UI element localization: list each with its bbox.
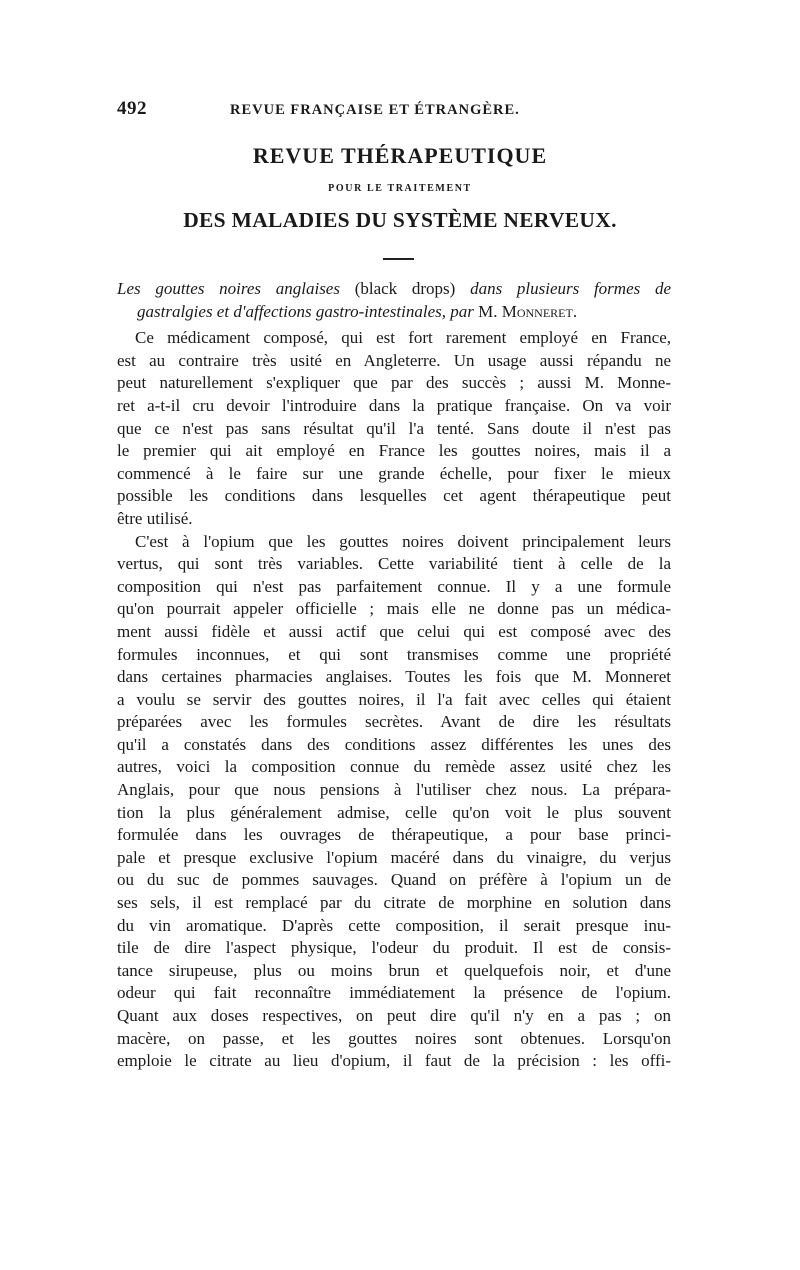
paragraph-1 — [117, 327, 671, 530]
text-line: ou du suc de pommes sauvages. Quand on préfère à l'opium un de — [117, 870, 671, 890]
article-title-italic: gastralgies et d'affections gastro-intestinales, par — [137, 301, 474, 321]
text-line: autres, voici la composition connue du remède assez usité chez les — [117, 757, 671, 777]
text-line: odeur qui fait reconnaître immédiatement la présence de l'opium. — [117, 983, 671, 1003]
text-line: Quant aux doses respectives, on peut dire qu'il n'y en a pas ; on — [117, 1006, 671, 1025]
article-author-prefix: M. — [473, 301, 502, 321]
article-body — [117, 278, 671, 1073]
text-line: formulée dans les ouvrages de thérapeutique, a pour base princi- — [117, 825, 671, 845]
text-line: préparées avec les formules secrètes. Avant de dire les résultats — [117, 712, 671, 732]
text-line: tion la plus généralement admise, celle qu'on voit le plus souvent — [117, 802, 671, 822]
text-line: qu'on pourrait appeler officielle ; mais elle ne donne pas un médica- — [117, 599, 671, 619]
text-line: macère, on passe, et les gouttes noires sont obtenues. Lorsqu'on — [117, 1028, 671, 1048]
section-heading: REVUE THÉRAPEUTIQUE — [252, 143, 548, 168]
page-number: 492 — [117, 98, 147, 119]
text-line: dans certaines pharmacies anglaises. Toutes les fois que M. Monneret — [117, 667, 671, 687]
section-topic-heading: DES MALADIES DU SYSTÈME NERVEUX. — [183, 208, 617, 232]
text-line: qu'il a constatés dans des conditions assez différentes les unes des — [117, 734, 671, 754]
text-line: formules inconnues, et qui sont transmises comme une propriété — [117, 644, 671, 664]
text-line: pale et presque exclusive l'opium macéré dans du vinaigre, du verjus — [117, 847, 671, 867]
article-title-italic: dans plusieurs formes de — [470, 279, 671, 298]
text-line: que ce n'est pas sans résultat qu'il l'a tenté. Sans doute il n'est pas — [117, 418, 671, 438]
article-title-line — [117, 278, 671, 301]
text-line: vertus, qui sont très variables. Cette variabilité tient à celle de la — [117, 554, 671, 574]
text-line: emploie le citrate au lieu d'opium, il faut de la précision : les offi- — [117, 1051, 671, 1071]
text-line: composition qui n'est pas parfaitement connue. Il y a une formule — [117, 576, 671, 596]
running-head — [117, 98, 677, 124]
text-line: C'est à l'opium que les gouttes noires doivent principalement leurs — [135, 531, 671, 551]
text-line: tile de dire l'aspect physique, l'odeur du produit. Il est de consis- — [117, 938, 671, 958]
text-line: Ce médicament composé, qui est fort rarement employé en France, — [135, 328, 671, 348]
paragraph-2 — [117, 531, 671, 1073]
article-author: Monneret. — [501, 301, 578, 321]
text-line: possible les conditions dans lesquelles cet agent thérapeutique peut — [117, 486, 671, 506]
text-line: ret a-t-il cru devoir l'introduire dans la pratique française. On va voir — [117, 395, 671, 415]
text-line: tance sirupeuse, plus ou moins brun et quelquefois noir, et d'une — [117, 960, 671, 980]
text-line: ses sels, il est remplacé par du citrate de morphine en solution dans — [117, 893, 671, 913]
journal-title: REVUE FRANÇAISE ET ÉTRANGÈRE. — [230, 102, 520, 118]
text-line: est au contraire très usité en Angleterre. Un usage aussi répandu ne — [117, 350, 671, 370]
text-line: être utilisé. — [117, 508, 193, 528]
article-title-roman: (black drops) — [339, 279, 471, 298]
section-subheading: POUR LE TRAITEMENT — [328, 183, 472, 194]
text-line: commencé à le faire sur une grande échelle, pour fixer le mieux — [117, 463, 671, 483]
article-title-italic: Les gouttes noires anglaises — [117, 279, 340, 298]
article-title-line — [117, 301, 671, 324]
text-line: le premier qui ait employé en France les gouttes noires, mais il a — [117, 441, 671, 461]
text-line: Anglais, pour que nous pensions à l'utiliser chez nous. La prépara- — [117, 780, 671, 800]
text-line: peut naturellement s'expliquer que par des succès ; aussi M. Monne- — [117, 373, 671, 393]
section-divider — [383, 258, 414, 260]
text-line: du vin aromatique. D'après cette composition, il serait presque inu- — [117, 915, 671, 935]
text-line: ment aussi fidèle et aussi actif que celui qui est composé avec des — [117, 621, 671, 641]
text-line: a voulu se servir des gouttes noires, il l'a fait avec celles qui étaient — [117, 689, 671, 709]
